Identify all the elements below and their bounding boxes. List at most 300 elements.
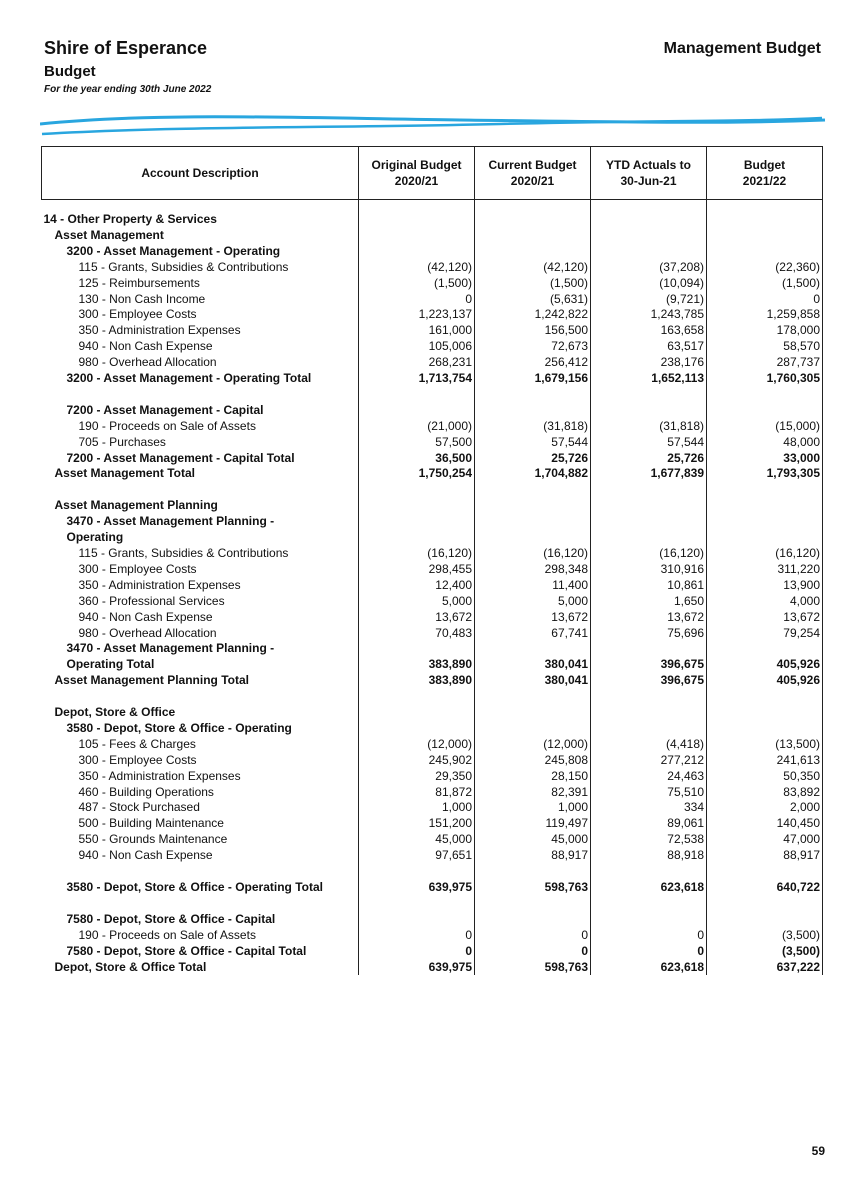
row-value-cell: 383,890 [359,657,475,673]
row-value-cell: 36,500 [359,451,475,467]
row-value-cell: 88,917 [707,848,823,864]
row-value-cell [707,912,823,928]
row-value-cell: 623,618 [591,880,707,896]
row-value-cell: (42,120) [359,260,475,276]
row-description: 300 - Employee Costs [78,752,197,767]
row-value-cell: 13,672 [359,610,475,626]
row-value-cell: 178,000 [707,323,823,339]
section-heading-row [42,721,823,737]
row-description: 350 - Administration Expenses [78,768,241,783]
section-heading-row [42,498,823,514]
spacer-cell [591,864,707,880]
period-line: For the year ending 30th June 2022 [44,84,212,95]
total-row [42,451,823,467]
row-value-cell: (42,120) [475,260,591,276]
row-value-cell [475,721,591,737]
table-row [42,626,823,642]
row-description: 705 - Purchases [78,434,166,449]
row-value-cell: 396,675 [591,657,707,673]
spacer-cell [591,482,707,498]
row-value-cell: 1,713,754 [359,371,475,387]
row-value-cell [475,403,591,419]
row-value-cell: 598,763 [475,880,591,896]
table-header-row [42,147,823,200]
section-heading-row [42,244,823,260]
spacer-row [42,896,823,912]
row-value-cell: 1,242,822 [475,307,591,323]
row-value-cell: 72,538 [591,832,707,848]
row-value-cell [591,403,707,419]
section-heading-row [42,403,823,419]
row-value-cell: 82,391 [475,785,591,801]
row-description: 7580 - Depot, Store & Office - Capital Total [66,943,307,958]
spacer-row [42,200,823,213]
row-value-cell: (5,631) [475,292,591,308]
row-value-cell: 256,412 [475,355,591,371]
row-value-cell: 0 [359,292,475,308]
spacer-cell [591,200,707,213]
row-value-cell: (16,120) [591,546,707,562]
row-description: 550 - Grounds Maintenance [78,832,228,847]
row-description: 3200 - Asset Management - Operating [66,243,281,258]
row-value-cell [475,641,591,657]
row-value-cell: 29,350 [359,769,475,785]
row-value-cell [591,498,707,514]
spacer-cell [359,200,475,213]
spacer-cell [475,896,591,912]
table-row [42,737,823,753]
row-value-cell [359,403,475,419]
row-value-cell: 0 [359,928,475,944]
col-header-original-budget: Original Budget 2020/21 [359,147,475,200]
row-value-cell: 88,918 [591,848,707,864]
row-description: 487 - Stock Purchased [78,800,200,815]
row-description: Asset Management Planning Total [54,673,249,688]
row-value-cell [707,705,823,721]
row-value-cell: (22,360) [707,260,823,276]
total-row [42,371,823,387]
total-row [42,673,823,689]
row-value-cell: 10,861 [591,578,707,594]
row-value-cell: 58,570 [707,339,823,355]
row-value-cell: 1,679,156 [475,371,591,387]
row-value-cell: 151,200 [359,816,475,832]
row-value-cell: (16,120) [475,546,591,562]
row-value-cell [707,403,823,419]
row-value-cell: 298,455 [359,562,475,578]
row-value-cell [591,228,707,244]
row-description: 3470 - Asset Management Planning - [66,514,275,529]
row-value-cell: 0 [591,928,707,944]
spacer-cell [359,387,475,403]
row-value-cell: (31,818) [475,419,591,435]
col-header-description: Account Description [42,147,359,200]
section-heading-row [42,705,823,721]
row-value-cell: 72,673 [475,339,591,355]
spacer-cell [475,864,591,880]
row-value-cell: 1,793,305 [707,466,823,482]
row-description: 130 - Non Cash Income [78,291,206,306]
row-value-cell [359,641,475,657]
row-value-cell: 13,900 [707,578,823,594]
row-value-cell: 70,483 [359,626,475,642]
spacer-cell [359,482,475,498]
total-row [42,944,823,960]
row-value-cell: 119,497 [475,816,591,832]
table-row [42,419,823,435]
row-value-cell: 140,450 [707,816,823,832]
row-value-cell: 2,000 [707,800,823,816]
row-value-cell: 81,872 [359,785,475,801]
row-value-cell: 25,726 [591,451,707,467]
row-value-cell: 11,400 [475,578,591,594]
doc-type-label: Management Budget [663,40,821,57]
row-value-cell [359,514,475,530]
table-row [42,339,823,355]
spacer-cell [591,896,707,912]
spacer-cell [475,689,591,705]
org-title: Shire of Esperance [44,38,208,58]
row-value-cell: 241,613 [707,753,823,769]
col-header-budget-2122: Budget 2021/22 [707,147,823,200]
row-value-cell: (16,120) [707,546,823,562]
table-row [42,610,823,626]
row-value-cell [591,705,707,721]
row-description: Asset Management [54,227,164,242]
row-value-cell: (10,094) [591,276,707,292]
row-description: 350 - Administration Expenses [78,577,241,592]
table-row [42,562,823,578]
spacer-cell [42,896,359,912]
section-heading-row [42,912,823,928]
table-row [42,800,823,816]
row-value-cell: 156,500 [475,323,591,339]
row-value-cell: 245,808 [475,753,591,769]
row-value-cell: 28,150 [475,769,591,785]
table-row [42,276,823,292]
spacer-cell [359,896,475,912]
row-value-cell: 33,000 [707,451,823,467]
spacer-cell [707,387,823,403]
row-value-cell [475,228,591,244]
row-value-cell: 13,672 [707,610,823,626]
spacer-row [42,387,823,403]
row-description: Operating Total [66,657,155,672]
row-value-cell: 639,975 [359,960,475,976]
row-value-cell: (15,000) [707,419,823,435]
table-row [42,355,823,371]
row-value-cell: 97,651 [359,848,475,864]
row-description: 980 - Overhead Allocation [78,625,217,640]
spacer-row [42,689,823,705]
spacer-cell [707,482,823,498]
row-value-cell: 50,350 [707,769,823,785]
row-value-cell: 4,000 [707,594,823,610]
row-value-cell [707,212,823,228]
section-heading-row [42,530,823,546]
row-value-cell: 598,763 [475,960,591,976]
row-value-cell: 75,510 [591,785,707,801]
row-value-cell: 0 [591,944,707,960]
table-row [42,785,823,801]
row-description: Asset Management Total [54,466,195,481]
row-value-cell [475,530,591,546]
budget-table [41,146,823,975]
row-description: 300 - Employee Costs [78,561,197,576]
row-description: 940 - Non Cash Expense [78,339,213,354]
row-value-cell: 88,917 [475,848,591,864]
row-value-cell: 48,000 [707,435,823,451]
row-value-cell: 45,000 [359,832,475,848]
row-description: 190 - Proceeds on Sale of Assets [78,418,256,433]
row-value-cell: 383,890 [359,673,475,689]
row-value-cell: (12,000) [359,737,475,753]
row-value-cell: 25,726 [475,451,591,467]
row-description: 7580 - Depot, Store & Office - Capital [66,911,276,926]
row-value-cell [707,514,823,530]
row-value-cell: 0 [475,944,591,960]
row-value-cell: 1,650 [591,594,707,610]
doc-subtitle: Budget [44,63,96,80]
row-description: Asset Management Planning [54,498,218,513]
col-header-ytd-actuals: YTD Actuals to 30-Jun-21 [591,147,707,200]
row-value-cell: 0 [475,928,591,944]
row-description: 980 - Overhead Allocation [78,355,217,370]
row-value-cell [359,498,475,514]
row-value-cell: 1,704,882 [475,466,591,482]
row-value-cell [591,721,707,737]
row-value-cell: 310,916 [591,562,707,578]
row-value-cell [475,244,591,260]
row-value-cell: 396,675 [591,673,707,689]
table-row [42,816,823,832]
table-row [42,769,823,785]
row-value-cell: 1,259,858 [707,307,823,323]
row-value-cell: 334 [591,800,707,816]
row-description: Depot, Store & Office Total [54,959,207,974]
row-value-cell: 89,061 [591,816,707,832]
row-description: Operating [66,530,124,545]
row-value-cell: 311,220 [707,562,823,578]
row-value-cell: 5,000 [475,594,591,610]
row-value-cell [475,498,591,514]
table-row [42,546,823,562]
row-value-cell [591,514,707,530]
spacer-cell [42,689,359,705]
row-value-cell: 5,000 [359,594,475,610]
spacer-row [42,864,823,880]
row-value-cell: 57,544 [591,435,707,451]
row-value-cell [707,498,823,514]
row-value-cell [359,721,475,737]
row-value-cell [707,641,823,657]
total-row [42,466,823,482]
row-value-cell: 1,223,137 [359,307,475,323]
total-row [42,657,823,673]
spacer-cell [475,387,591,403]
decorative-wave [40,108,830,138]
row-value-cell: 0 [707,292,823,308]
page-number: 59 [811,1144,825,1158]
spacer-cell [707,896,823,912]
row-value-cell [359,228,475,244]
table-row [42,260,823,276]
row-value-cell [591,912,707,928]
row-value-cell: (1,500) [475,276,591,292]
table-row [42,832,823,848]
row-value-cell: (21,000) [359,419,475,435]
row-value-cell [707,721,823,737]
row-value-cell [359,212,475,228]
row-value-cell: 238,176 [591,355,707,371]
row-value-cell: 277,212 [591,753,707,769]
row-value-cell: 13,672 [475,610,591,626]
spacer-cell [42,387,359,403]
spacer-cell [591,387,707,403]
row-description: 7200 - Asset Management - Capital Total [66,450,295,465]
row-value-cell: 640,722 [707,880,823,896]
row-value-cell: 245,902 [359,753,475,769]
row-value-cell: 1,243,785 [591,307,707,323]
row-description: 3470 - Asset Management Planning - [66,641,275,656]
row-value-cell [359,912,475,928]
row-value-cell [707,530,823,546]
row-value-cell: 287,737 [707,355,823,371]
row-description: 360 - Professional Services [78,593,225,608]
row-value-cell: 57,544 [475,435,591,451]
row-value-cell: (1,500) [359,276,475,292]
row-value-cell: (12,000) [475,737,591,753]
row-value-cell: 24,463 [591,769,707,785]
row-description: 500 - Building Maintenance [78,816,224,831]
table-row [42,307,823,323]
col-header-current-budget: Current Budget 2020/21 [475,147,591,200]
section-heading-row [42,514,823,530]
table-row [42,594,823,610]
row-description: 105 - Fees & Charges [78,736,196,751]
row-value-cell: 13,672 [591,610,707,626]
row-value-cell [359,244,475,260]
row-value-cell: 45,000 [475,832,591,848]
spacer-cell [707,689,823,705]
row-value-cell: (3,500) [707,928,823,944]
row-value-cell: (1,500) [707,276,823,292]
spacer-cell [42,200,359,213]
spacer-cell [475,200,591,213]
spacer-cell [42,482,359,498]
row-value-cell: (3,500) [707,944,823,960]
spacer-cell [42,864,359,880]
row-description: 350 - Administration Expenses [78,323,241,338]
row-value-cell: 75,696 [591,626,707,642]
section-heading-row [42,641,823,657]
spacer-cell [591,689,707,705]
row-value-cell: 623,618 [591,960,707,976]
row-value-cell: 83,892 [707,785,823,801]
row-value-cell: (37,208) [591,260,707,276]
table-row [42,578,823,594]
table-body [42,200,823,976]
row-description: 940 - Non Cash Expense [78,848,213,863]
row-value-cell: (4,418) [591,737,707,753]
row-value-cell: 63,517 [591,339,707,355]
row-description: 300 - Employee Costs [78,307,197,322]
row-value-cell [591,212,707,228]
row-value-cell: 1,000 [475,800,591,816]
row-value-cell: 1,000 [359,800,475,816]
row-value-cell: 298,348 [475,562,591,578]
row-description: 940 - Non Cash Expense [78,609,213,624]
row-value-cell: (9,721) [591,292,707,308]
budget-table-wrap [41,146,823,975]
row-value-cell [475,514,591,530]
row-value-cell: 1,677,839 [591,466,707,482]
spacer-row [42,482,823,498]
table-row [42,753,823,769]
spacer-cell [707,200,823,213]
row-value-cell [707,228,823,244]
row-description: 14 - Other Property & Services [43,212,217,226]
section-heading-row [42,228,823,244]
row-description: 115 - Grants, Subsidies & Contributions [78,546,289,560]
row-value-cell: (16,120) [359,546,475,562]
row-value-cell: 380,041 [475,657,591,673]
row-description: 3200 - Asset Management - Operating Total [66,371,312,386]
row-value-cell: 163,658 [591,323,707,339]
row-value-cell [475,705,591,721]
row-description: 3580 - Depot, Store & Office - Operating Total [66,880,323,894]
row-value-cell: 637,222 [707,960,823,976]
table-row [42,435,823,451]
spacer-cell [475,482,591,498]
row-value-cell [591,530,707,546]
row-value-cell: 0 [359,944,475,960]
row-value-cell [359,705,475,721]
row-value-cell: 47,000 [707,832,823,848]
row-value-cell: (13,500) [707,737,823,753]
row-description: 3580 - Depot, Store & Office - Operating [66,720,292,735]
row-value-cell [475,912,591,928]
row-description: Depot, Store & Office [54,705,176,720]
table-row [42,928,823,944]
total-row [42,880,823,896]
row-value-cell: 12,400 [359,578,475,594]
row-value-cell: 1,750,254 [359,466,475,482]
row-value-cell: 67,741 [475,626,591,642]
spacer-cell [359,864,475,880]
table-row [42,292,823,308]
section-heading-row [42,212,823,228]
table-row [42,848,823,864]
row-description: 125 - Reimbursements [78,275,200,290]
row-value-cell: 405,926 [707,673,823,689]
row-description: 190 - Proceeds on Sale of Assets [78,927,256,942]
row-value-cell [591,641,707,657]
row-value-cell [707,244,823,260]
table-row [42,323,823,339]
row-value-cell: 268,231 [359,355,475,371]
row-description: 460 - Building Operations [78,784,214,799]
row-value-cell: 105,006 [359,339,475,355]
row-value-cell: 161,000 [359,323,475,339]
row-value-cell: (31,818) [591,419,707,435]
spacer-cell [707,864,823,880]
row-value-cell [591,244,707,260]
row-value-cell: 639,975 [359,880,475,896]
row-value-cell [359,530,475,546]
row-value-cell: 79,254 [707,626,823,642]
row-value-cell: 1,760,305 [707,371,823,387]
